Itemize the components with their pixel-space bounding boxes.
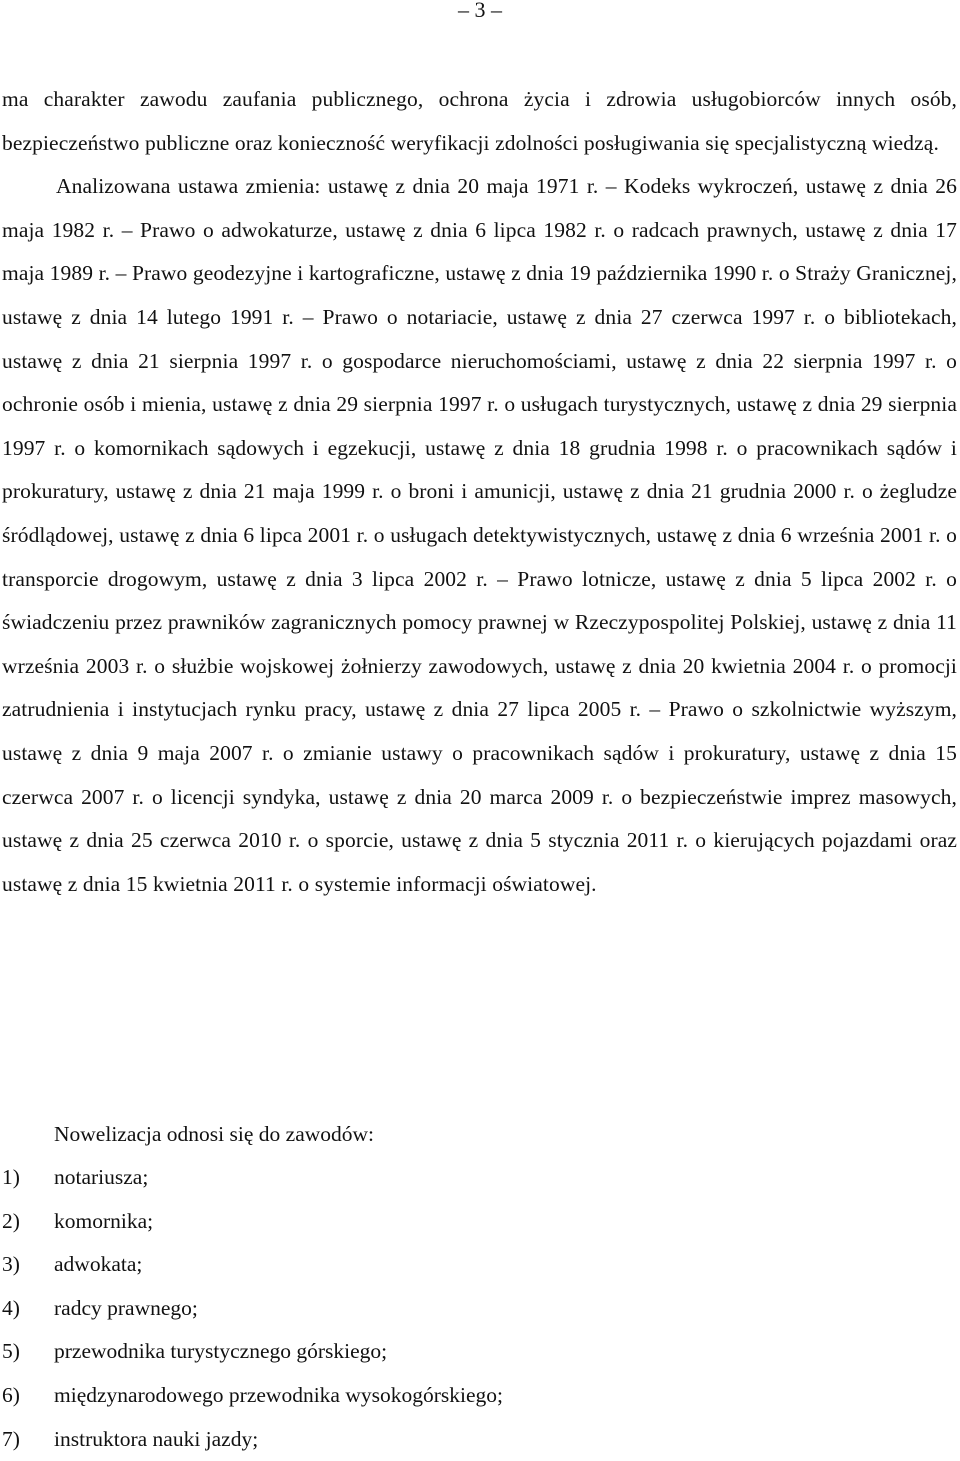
list-item-text: adwokata; bbox=[54, 1252, 143, 1277]
list-item-text: międzynarodowego przewodnika wysokogórskiego; bbox=[54, 1382, 504, 1407]
list-item-number: 6) bbox=[2, 1382, 20, 1407]
list-intro: Nowelizacja odnosi się do zawodów: bbox=[54, 1122, 375, 1146]
list-item-number: 3) bbox=[2, 1252, 20, 1277]
professions-list bbox=[2, 1156, 503, 1461]
list-item bbox=[2, 1156, 503, 1200]
list-item-number: 5) bbox=[2, 1339, 20, 1364]
list-item-text: przewodnika turystycznego górskiego; bbox=[54, 1339, 388, 1364]
list-item bbox=[2, 1287, 503, 1331]
list-item bbox=[2, 1374, 503, 1418]
paragraph-amended-acts: Analizowana ustawa zmienia: ustawę z dnia 20 maja 1971 r. – Kodeks wykroczeń, ustawę z dnia 26 maja 1982 r. – Prawo o adwokaturze, ustawę z dnia 6 lipca 1982 r. o radcach prawnych, ustawę z dnia 17 maja 1989 r. – Prawo geodezyjne i kartograficzne, ustawę z dnia 19 października 1990 r. o Straży Granicznej, ustawę z dnia 14 lutego 1991 r. – Prawo o notariacie, ustawę z dnia 27 czerwca 1997 r. o bibliotekach, ustawę z dnia 21 sierpnia 1997 r. o gospodarce nieruchomościami, ustawę z dnia 22 sierpnia 1997 r. o ochronie osób i mienia, ustawę z dnia 29 sierpnia 1997 r. o usługach turystycznych, ustawę z dnia 29 sierpnia 1997 r. o komornikach sądowych i egzekucji, ustawę z dnia 18 grudnia 1998 r. o pracownikach sądów i prokuratury, ustawę z dnia 21 maja 1999 r. o broni i amunicji, ustawę z dnia 21 grudnia 2000 r. o żegludze śródlądowej, ustawę z dnia 6 lipca 2001 r. o usługach detektywistycznych, ustawę z dnia 6 września 2001 r. o transporcie drogowym, ustawę z dnia 3 lipca 2002 r. – Prawo lotnicze, ustawę z dnia 5 lipca 2002 r. o świadczeniu przez prawników zagranicznych pomocy prawnej w Rzeczypospolitej Polskiej, ustawę z dnia 11 września 2003 r. o służbie wojskowej żołnierzy zawodowych, ustawę z dnia 20 kwietnia 2004 r. o promocji zatrudnienia i instytucjach rynku pracy, ustawę z dnia 27 lipca 2005 r. – Prawo o szkolnictwie wyższym, ustawę z dnia 9 maja 2007 r. o zmianie ustawy o pracownikach sądów i prokuratury, ustawę z dnia 15 czerwca 2007 r. o licencji syndyka, ustawę z dnia 20 marca 2009 r. o bezpieczeństwie imprez masowych, ustawę z dnia 25 czerwca 2010 r. o sporcie, ustawę z dnia 5 stycznia 2011 r. o kierujących pojazdami oraz ustawę z dnia 15 kwietnia 2011 r. o systemie informacji oświatowej. bbox=[2, 174, 957, 896]
page-number: – 3 – bbox=[458, 0, 502, 22]
list-item-text: radcy prawnego; bbox=[54, 1295, 198, 1320]
list-item-text: komornika; bbox=[54, 1208, 154, 1233]
list-item-number: 1) bbox=[2, 1165, 20, 1189]
list-item-number: 7) bbox=[2, 1426, 20, 1451]
list-item bbox=[2, 1243, 503, 1287]
list-item-text: notariusza; bbox=[54, 1165, 149, 1189]
list-item-number: 4) bbox=[2, 1295, 20, 1320]
list-item bbox=[2, 1418, 503, 1461]
paragraph-continuation: ma charakter zawodu zaufania publicznego, ochrona życia i zdrowia usługobiorców innych osób, bezpieczeństwo publiczne oraz konieczność weryfikacji zdolności posługiwania się specjalistyczną wiedzą. bbox=[2, 87, 957, 155]
list-item-text: instruktora nauki jazdy; bbox=[54, 1426, 259, 1451]
list-item bbox=[2, 1330, 503, 1374]
body-text bbox=[2, 78, 957, 906]
list-item bbox=[2, 1200, 503, 1244]
list-item-number: 2) bbox=[2, 1208, 20, 1233]
